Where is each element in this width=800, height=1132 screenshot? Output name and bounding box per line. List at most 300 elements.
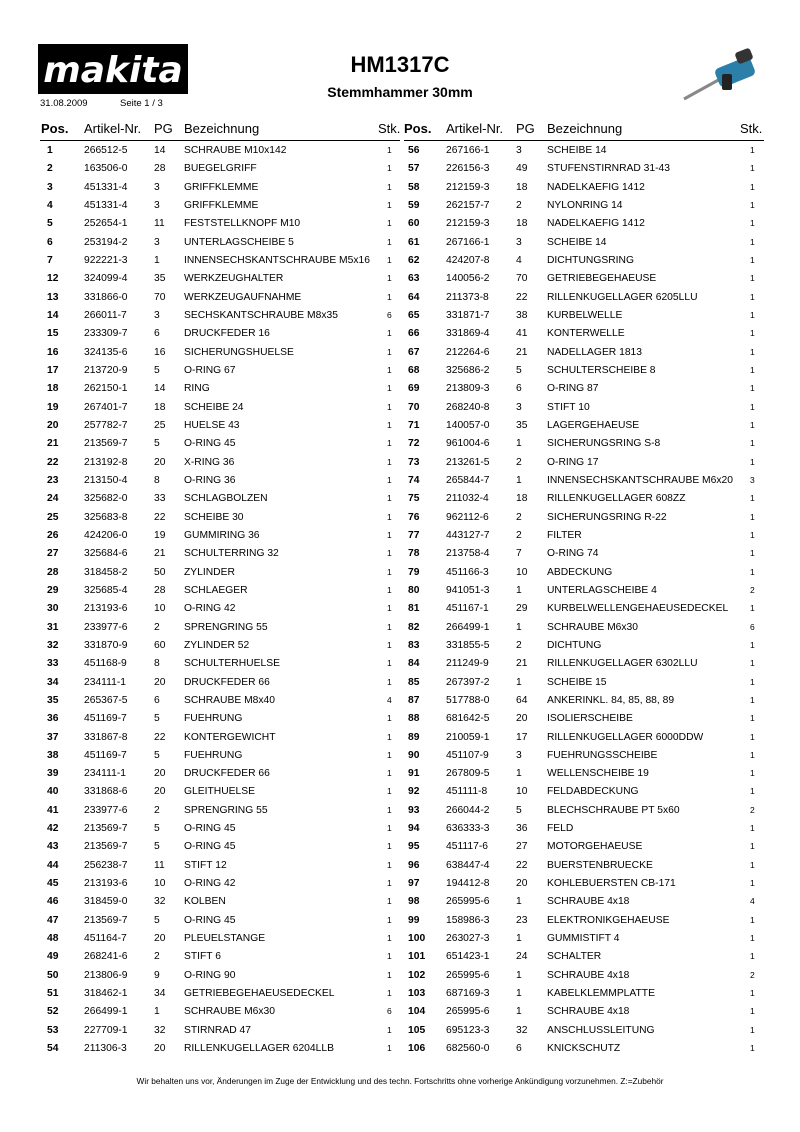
part-pg: 2	[154, 951, 160, 963]
table-row	[0, 307, 800, 325]
part-position: 94	[408, 823, 420, 835]
part-description: O-RING 74	[547, 548, 599, 560]
part-article-number: 961004-6	[446, 438, 490, 450]
part-description: UNTERLAGSCHEIBE 4	[547, 584, 657, 596]
part-pg: 5	[154, 438, 160, 450]
part-article-number: 262150-1	[84, 383, 128, 395]
part-pg: 8	[154, 658, 160, 670]
part-quantity: 1	[750, 328, 755, 339]
part-pg: 8	[154, 474, 160, 486]
table-row	[0, 252, 800, 270]
part-position: 50	[47, 969, 59, 981]
table-row	[0, 179, 800, 197]
part-description: SCHRAUBE 4x18	[547, 1006, 630, 1018]
part-quantity: 1	[387, 419, 392, 430]
part-quantity: 1	[387, 786, 392, 797]
part-article-number: 213192-8	[84, 456, 128, 468]
part-article-number: 266512-5	[84, 145, 128, 156]
part-pg: 70	[154, 291, 166, 303]
part-article-number: 213806-9	[84, 969, 128, 981]
part-pg: 2	[154, 804, 160, 816]
part-quantity: 1	[750, 218, 755, 229]
part-quantity: 1	[387, 438, 392, 449]
part-pg: 1	[516, 896, 522, 908]
part-pg: 1	[154, 254, 160, 266]
table-row	[0, 197, 800, 215]
part-quantity: 1	[387, 273, 392, 284]
part-article-number: 267166-1	[446, 145, 490, 156]
part-position: 48	[47, 933, 59, 945]
part-quantity: 6	[387, 1006, 392, 1017]
part-description: DICHTUNG	[547, 639, 602, 651]
part-pg: 1	[516, 768, 522, 780]
part-position: 36	[47, 713, 59, 725]
part-description: KURBELWELLENGEHAEUSEDECKEL	[547, 603, 729, 615]
part-pg: 3	[154, 199, 160, 211]
demolition-hammer-icon	[676, 44, 768, 104]
part-description: NADELKAEFIG 1412	[547, 218, 645, 230]
part-description: BUERSTENBRUECKE	[547, 859, 653, 871]
table-row	[0, 655, 800, 673]
part-quantity: 1	[387, 768, 392, 779]
part-position: 23	[47, 474, 59, 486]
part-article-number: 265995-6	[446, 1006, 490, 1018]
part-quantity: 1	[750, 273, 755, 284]
part-article-number: 257782-7	[84, 419, 128, 431]
part-position: 51	[47, 988, 59, 1000]
part-description: RILLENKUGELLAGER 608ZZ	[547, 493, 686, 505]
part-quantity: 3	[750, 474, 755, 485]
part-position: 54	[47, 1043, 59, 1055]
part-position: 5	[47, 218, 53, 230]
part-description: STIFT 6	[184, 951, 221, 963]
part-position: 76	[408, 511, 420, 523]
part-pg: 20	[154, 933, 166, 945]
part-pg: 1	[516, 584, 522, 596]
part-pg: 32	[154, 896, 166, 908]
part-quantity: 1	[750, 529, 755, 540]
part-quantity: 1	[387, 639, 392, 650]
part-article-number: 324099-4	[84, 273, 128, 285]
part-quantity: 1	[387, 951, 392, 962]
table-row	[0, 783, 800, 801]
part-position: 81	[408, 603, 420, 615]
part-description: GETRIEBEGEHAEUSE	[547, 273, 657, 285]
part-pg: 20	[154, 1043, 166, 1055]
table-row	[0, 344, 800, 362]
part-position: 84	[408, 658, 420, 670]
part-position: 49	[47, 951, 59, 963]
part-article-number: 233977-6	[84, 621, 128, 633]
part-article-number: 213150-4	[84, 474, 128, 486]
article-header: Artikel-Nr.	[84, 121, 142, 136]
table-row	[0, 490, 800, 508]
part-article-number: 451111-8	[446, 786, 488, 798]
part-position: 72	[408, 438, 420, 450]
part-article-number: 451107-9	[446, 749, 489, 761]
part-description: RILLENKUGELLAGER 6302LLU	[547, 658, 698, 670]
part-position: 41	[47, 804, 59, 816]
part-quantity: 1	[387, 291, 392, 302]
part-description: INNENSECHSKANTSCHRAUBE M5x16	[184, 254, 370, 266]
part-description: SCHRAUBE M8x40	[184, 694, 275, 706]
part-position: 29	[47, 584, 59, 596]
part-description: SCHEIBE 30	[184, 511, 244, 523]
part-quantity: 1	[387, 713, 392, 724]
part-article-number: 140056-2	[446, 273, 490, 285]
part-pg: 25	[154, 419, 166, 431]
model-title: HM1317C	[350, 52, 450, 77]
part-pg: 6	[516, 1043, 522, 1055]
part-position: 6	[47, 236, 53, 248]
part-description: BLECHSCHRAUBE PT 5x60	[547, 804, 680, 816]
part-pg: 35	[154, 273, 166, 285]
part-article-number: 233309-7	[84, 328, 128, 340]
table-row	[0, 820, 800, 838]
part-pg: 20	[516, 713, 528, 725]
part-position: 16	[47, 346, 59, 358]
part-description: O-RING 45	[184, 914, 236, 926]
part-pg: 10	[154, 603, 166, 615]
part-description: PLEUELSTANGE	[184, 933, 266, 945]
part-description: GUMMIRING 36	[184, 529, 260, 541]
part-pg: 50	[154, 566, 166, 578]
part-article-number: 194412-8	[446, 878, 490, 890]
part-description: RILLENKUGELLAGER 6204LLB	[184, 1043, 334, 1055]
part-description: KOLBEN	[184, 896, 226, 908]
part-quantity: 1	[387, 1024, 392, 1035]
part-position: 53	[47, 1024, 59, 1036]
part-position: 65	[408, 309, 420, 321]
part-pg: 20	[154, 456, 166, 468]
part-position: 3	[47, 181, 53, 193]
part-quantity: 2	[750, 584, 755, 595]
part-article-number: 213809-3	[446, 383, 490, 395]
part-quantity: 1	[750, 878, 755, 889]
part-description: SECHSKANTSCHRAUBE M8x35	[184, 309, 338, 321]
part-position: 75	[408, 493, 420, 505]
part-quantity: 1	[387, 878, 392, 889]
part-description: INNENSECHSKANTSCHRAUBE M6x20	[547, 474, 733, 486]
part-pg: 18	[516, 218, 528, 230]
table-row	[0, 545, 800, 563]
part-quantity: 1	[387, 181, 392, 192]
part-position: 38	[47, 749, 59, 761]
part-description: SCHULTERRING 32	[184, 548, 279, 560]
part-position: 2	[47, 163, 53, 175]
part-position: 90	[408, 749, 420, 761]
part-pg: 3	[154, 181, 160, 193]
part-position: 103	[408, 988, 426, 1000]
part-description: SCHRAUBE M6x30	[547, 621, 638, 633]
table-row	[0, 160, 800, 178]
part-quantity: 1	[387, 346, 392, 357]
part-pg: 32	[154, 1024, 166, 1036]
part-position: 64	[408, 291, 420, 303]
part-position: 4	[47, 199, 53, 211]
part-pg: 33	[154, 493, 166, 505]
part-description: O-RING 67	[184, 364, 236, 376]
part-pg: 1	[516, 1006, 522, 1018]
part-position: 39	[47, 768, 59, 780]
part-pg: 3	[516, 749, 522, 761]
part-position: 77	[408, 529, 420, 541]
parts-list-right	[0, 142, 800, 1058]
part-article-number: 331870-9	[84, 639, 128, 651]
part-position: 101	[408, 951, 426, 963]
part-description: RING	[184, 383, 210, 395]
part-description: HUELSE 43	[184, 419, 240, 431]
table-row	[0, 802, 800, 820]
table-row	[0, 893, 800, 911]
part-article-number: 227709-1	[84, 1024, 128, 1036]
part-pg: 21	[154, 548, 166, 560]
part-quantity: 1	[387, 218, 392, 229]
part-position: 24	[47, 493, 59, 505]
part-description: SCHULTERHUELSE	[184, 658, 280, 670]
part-quantity: 1	[750, 603, 755, 614]
table-row	[0, 692, 800, 710]
part-article-number: 517788-0	[446, 694, 490, 706]
part-pg: 5	[154, 749, 160, 761]
part-description: LAGERGEHAEUSE	[547, 419, 640, 431]
part-pg: 22	[154, 511, 166, 523]
part-quantity: 1	[750, 566, 755, 577]
part-position: 66	[408, 328, 420, 340]
part-position: 14	[47, 309, 59, 321]
part-quantity: 1	[387, 731, 392, 742]
part-position: 34	[47, 676, 59, 688]
part-description: SPRENGRING 55	[184, 804, 268, 816]
part-pg: 2	[516, 199, 522, 211]
part-pg: 24	[516, 951, 528, 963]
part-description: SCHRAUBE 4x18	[547, 896, 630, 908]
makita-logo	[38, 44, 188, 94]
part-description: ANKERINKL. 84, 85, 88, 89	[547, 694, 675, 706]
part-description: SCHEIBE 14	[547, 236, 607, 248]
part-quantity: 1	[387, 841, 392, 852]
table-row	[0, 472, 800, 490]
part-description: SCHEIBE 15	[547, 676, 607, 688]
part-quantity: 1	[750, 236, 755, 247]
table-row	[0, 399, 800, 417]
part-quantity: 6	[387, 309, 392, 320]
part-quantity: 1	[750, 786, 755, 797]
part-quantity: 1	[750, 291, 755, 302]
part-description: SICHERUNGSRING R-22	[547, 511, 667, 523]
part-article-number: 922221-3	[84, 254, 128, 266]
part-pg: 2	[516, 456, 522, 468]
part-description: O-RING 90	[184, 969, 236, 981]
part-quantity: 1	[387, 859, 392, 870]
part-description: NADELLAGER 1813	[547, 346, 643, 358]
part-position: 59	[408, 199, 420, 211]
part-quantity: 1	[750, 841, 755, 852]
part-quantity: 1	[750, 1043, 755, 1054]
part-quantity: 1	[387, 1043, 392, 1054]
table-row	[0, 1040, 800, 1058]
part-quantity: 1	[750, 658, 755, 669]
part-article-number: 213569-7	[84, 823, 128, 835]
part-description: ZYLINDER	[184, 566, 235, 578]
part-article-number: 451166-3	[446, 566, 489, 578]
part-article-number: 267401-7	[84, 401, 128, 413]
part-pg: 1	[516, 621, 522, 633]
part-pg: 5	[154, 823, 160, 835]
part-pg: 14	[154, 383, 166, 395]
part-description: DRUCKFEDER 16	[184, 328, 270, 340]
part-pg: 23	[516, 914, 528, 926]
part-article-number: 695123-3	[446, 1024, 490, 1036]
part-description: FELD	[547, 823, 574, 835]
part-article-number: 213193-6	[84, 878, 128, 890]
part-position: 60	[408, 218, 420, 230]
part-pg: 6	[154, 694, 160, 706]
part-quantity: 1	[387, 603, 392, 614]
part-quantity: 1	[750, 145, 755, 155]
part-description: NADELKAEFIG 1412	[547, 181, 645, 193]
part-description: O-RING 42	[184, 878, 236, 890]
part-pg: 17	[516, 731, 528, 743]
part-pg: 10	[516, 566, 528, 578]
part-description: SCHRAUBE M10x142	[184, 145, 287, 156]
part-quantity: 2	[750, 804, 755, 815]
part-quantity: 1	[387, 548, 392, 559]
part-article-number: 265844-7	[446, 474, 490, 486]
table-row	[0, 985, 800, 1003]
part-article-number: 213569-7	[84, 438, 128, 450]
part-quantity: 1	[387, 584, 392, 595]
part-article-number: 213569-7	[84, 914, 128, 926]
part-article-number: 267809-5	[446, 768, 490, 780]
part-pg: 16	[154, 346, 166, 358]
part-article-number: 212264-6	[446, 346, 490, 358]
part-quantity: 1	[750, 364, 755, 375]
part-quantity: 1	[387, 401, 392, 412]
part-description: O-RING 42	[184, 603, 236, 615]
table-row	[0, 454, 800, 472]
part-position: 88	[408, 713, 420, 725]
part-pg: 28	[154, 584, 166, 596]
part-position: 25	[47, 511, 59, 523]
part-quantity: 1	[750, 1006, 755, 1017]
part-description: ABDECKUNG	[547, 566, 613, 578]
part-position: 20	[47, 419, 59, 431]
part-article-number: 265995-6	[446, 896, 490, 908]
part-pg: 5	[154, 914, 160, 926]
part-quantity: 1	[387, 933, 392, 944]
part-description: SCHULTERSCHEIBE 8	[547, 364, 656, 376]
part-article-number: 318459-0	[84, 896, 128, 908]
part-article-number: 451169-7	[84, 749, 127, 761]
part-article-number: 325682-0	[84, 493, 128, 505]
part-pg: 3	[154, 309, 160, 321]
part-pg: 18	[516, 181, 528, 193]
pg-header: PG	[154, 121, 173, 136]
part-pg: 22	[516, 859, 528, 871]
part-position: 95	[408, 841, 420, 853]
part-article-number: 267397-2	[446, 676, 490, 688]
part-quantity: 1	[750, 493, 755, 504]
part-article-number: 211306-3	[84, 1043, 127, 1055]
part-pg: 10	[516, 786, 528, 798]
part-pg: 14	[154, 145, 166, 156]
part-article-number: 325684-6	[84, 548, 128, 560]
part-quantity: 1	[750, 456, 755, 467]
part-position: 35	[47, 694, 59, 706]
part-pg: 20	[154, 676, 166, 688]
part-pg: 32	[516, 1024, 528, 1036]
part-description: SPRENGRING 55	[184, 621, 268, 633]
part-quantity: 1	[750, 419, 755, 430]
part-pg: 1	[516, 988, 522, 1000]
part-pg: 11	[154, 218, 165, 230]
part-quantity: 1	[387, 658, 392, 669]
svg-text:makita: makita	[43, 50, 183, 91]
part-position: 28	[47, 566, 59, 578]
part-quantity: 1	[750, 951, 755, 962]
part-article-number: 256238-7	[84, 859, 128, 871]
part-article-number: 268241-6	[84, 951, 128, 963]
part-quantity: 1	[750, 694, 755, 705]
part-pg: 38	[516, 309, 528, 321]
part-quantity: 1	[387, 676, 392, 687]
part-position: 37	[47, 731, 59, 743]
part-article-number: 211249-9	[446, 658, 489, 670]
part-position: 58	[408, 181, 420, 193]
part-pg: 41	[516, 328, 528, 340]
part-description: O-RING 36	[184, 474, 236, 486]
part-article-number: 331867-8	[84, 731, 128, 743]
part-position: 80	[408, 584, 420, 596]
part-article-number: 266011-7	[84, 309, 127, 321]
table-row	[0, 215, 800, 233]
table-row	[0, 142, 800, 160]
part-quantity: 1	[750, 749, 755, 760]
part-article-number: 253194-2	[84, 236, 128, 248]
part-pg: 29	[516, 603, 528, 615]
part-position: 99	[408, 914, 420, 926]
part-article-number: 424206-0	[84, 529, 128, 541]
part-position: 26	[47, 529, 59, 541]
part-pg: 2	[154, 621, 160, 633]
part-quantity: 1	[750, 401, 755, 412]
part-position: 56	[408, 145, 420, 156]
qty-header: Stk.	[378, 121, 401, 136]
part-quantity: 6	[750, 621, 755, 632]
part-article-number: 234111-1	[84, 676, 126, 688]
part-quantity: 1	[387, 493, 392, 504]
part-position: 30	[47, 603, 59, 615]
table-row	[0, 765, 800, 783]
part-description: RILLENKUGELLAGER 6000DDW	[547, 731, 704, 743]
part-position: 71	[408, 419, 420, 431]
right-header-rule	[404, 140, 764, 141]
part-position: 74	[408, 474, 420, 486]
part-position: 69	[408, 383, 420, 395]
part-position: 42	[47, 823, 59, 835]
right-table-header	[0, 121, 800, 139]
part-article-number: 325683-8	[84, 511, 128, 523]
part-pg: 20	[154, 768, 166, 780]
description-header: Bezeichnung	[184, 121, 260, 136]
part-description: SCHLAEGER	[184, 584, 248, 596]
table-row	[0, 270, 800, 288]
part-article-number: 941051-3	[446, 584, 490, 596]
part-pg: 60	[154, 639, 166, 651]
article-header: Artikel-Nr.	[446, 121, 504, 136]
part-position: 62	[408, 254, 420, 266]
